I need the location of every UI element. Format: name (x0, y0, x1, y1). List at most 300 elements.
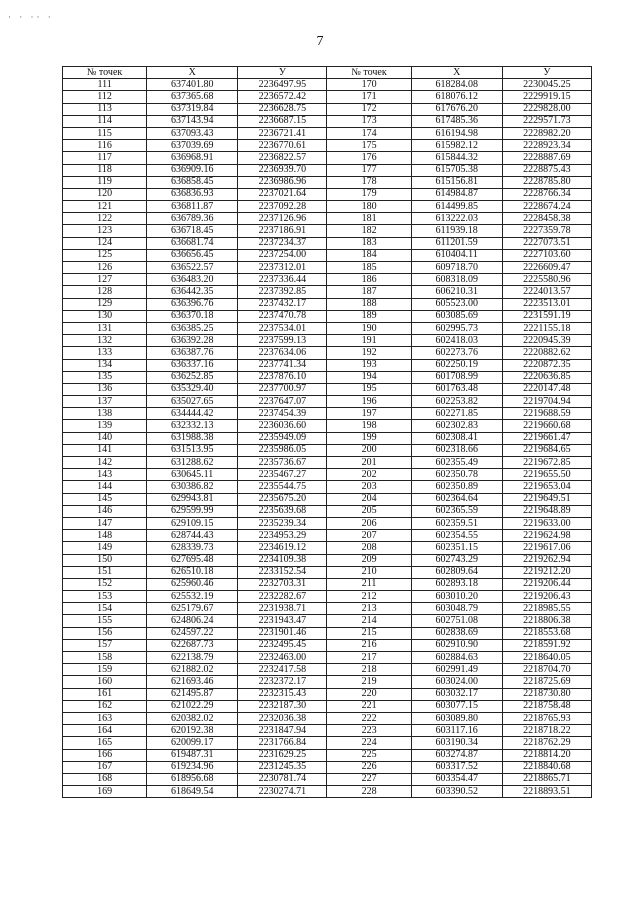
x-cell: 602809.64 (411, 566, 502, 578)
y-cell: 2218591.92 (502, 639, 591, 651)
y-cell: 2225580.96 (502, 274, 591, 286)
point-number-cell: 157 (63, 639, 147, 651)
point-number-cell: 147 (63, 517, 147, 529)
point-number-cell: 130 (63, 310, 147, 322)
x-cell: 620099.17 (147, 737, 238, 749)
y-cell: 2228923.34 (502, 140, 591, 152)
point-number-cell: 135 (63, 371, 147, 383)
point-number-cell: 197 (327, 408, 411, 420)
table-row (63, 469, 592, 481)
x-cell: 619234.96 (147, 761, 238, 773)
table-row (63, 408, 592, 420)
table-row (63, 444, 592, 456)
y-cell: 2218840.68 (502, 761, 591, 773)
y-cell: 2219206.44 (502, 578, 591, 590)
point-number-cell: 176 (327, 152, 411, 164)
table-row (63, 432, 592, 444)
y-cell: 2237634.06 (238, 347, 327, 359)
x-cell: 605523.00 (411, 298, 502, 310)
point-number-cell: 122 (63, 213, 147, 225)
y-cell: 2237092.28 (238, 201, 327, 213)
point-number-cell: 129 (63, 298, 147, 310)
point-number-cell: 112 (63, 91, 147, 103)
x-cell: 602318.66 (411, 444, 502, 456)
y-cell: 2235949.09 (238, 432, 327, 444)
header-y: У (502, 67, 591, 79)
point-number-cell: 141 (63, 444, 147, 456)
x-cell: 636387.76 (147, 347, 238, 359)
x-cell: 615156.81 (411, 176, 502, 188)
table-row (63, 188, 592, 200)
y-cell: 2237312.01 (238, 262, 327, 274)
table-row (63, 786, 592, 798)
point-number-cell: 222 (327, 712, 411, 724)
point-number-cell: 182 (327, 225, 411, 237)
point-number-cell: 186 (327, 274, 411, 286)
point-number-cell: 196 (327, 396, 411, 408)
point-number-cell: 224 (327, 737, 411, 749)
point-number-cell: 225 (327, 749, 411, 761)
x-cell: 636483.20 (147, 274, 238, 286)
y-cell: 2237647.07 (238, 396, 327, 408)
x-cell: 631288.62 (147, 457, 238, 469)
y-cell: 2232417.58 (238, 664, 327, 676)
y-cell: 2237534.01 (238, 322, 327, 334)
point-number-cell: 185 (327, 262, 411, 274)
x-cell: 603024.00 (411, 676, 502, 688)
y-cell: 2236939.70 (238, 164, 327, 176)
x-cell: 603190.34 (411, 737, 502, 749)
point-number-cell: 168 (63, 773, 147, 785)
point-number-cell: 150 (63, 554, 147, 566)
y-cell: 2219655.50 (502, 469, 591, 481)
point-number-cell: 133 (63, 347, 147, 359)
x-cell: 603274.87 (411, 749, 502, 761)
y-cell: 2231245.35 (238, 761, 327, 773)
point-number-cell: 136 (63, 383, 147, 395)
x-cell: 602751.08 (411, 615, 502, 627)
point-number-cell: 200 (327, 444, 411, 456)
y-cell: 2219704.94 (502, 396, 591, 408)
point-number-cell: 221 (327, 700, 411, 712)
x-cell: 611939.18 (411, 225, 502, 237)
point-number-cell: 208 (327, 542, 411, 554)
page-number: 7 (316, 34, 324, 49)
y-cell: 2218640.05 (502, 652, 591, 664)
y-cell: 2220147.48 (502, 383, 591, 395)
y-cell: 2231847.94 (238, 725, 327, 737)
y-cell: 2236986.96 (238, 176, 327, 188)
x-cell: 602910.90 (411, 639, 502, 651)
x-cell: 614984.87 (411, 188, 502, 200)
point-number-cell: 193 (327, 359, 411, 371)
x-cell: 602355.49 (411, 457, 502, 469)
point-number-cell: 194 (327, 371, 411, 383)
table-row (63, 517, 592, 529)
table-row (63, 371, 592, 383)
point-number-cell: 183 (327, 237, 411, 249)
table-row (63, 225, 592, 237)
x-cell: 634444.42 (147, 408, 238, 420)
point-number-cell: 215 (327, 627, 411, 639)
table-row (63, 286, 592, 298)
x-cell: 628339.73 (147, 542, 238, 554)
y-cell: 2231766.84 (238, 737, 327, 749)
point-number-cell: 180 (327, 201, 411, 213)
y-cell: 2237741.34 (238, 359, 327, 371)
y-cell: 2219624.98 (502, 530, 591, 542)
point-number-cell: 155 (63, 615, 147, 627)
point-number-cell: 228 (327, 786, 411, 798)
y-cell: 2237254.00 (238, 249, 327, 261)
y-cell: 2235986.05 (238, 444, 327, 456)
y-cell: 2237470.78 (238, 310, 327, 322)
point-number-cell: 165 (63, 737, 147, 749)
y-cell: 2230781.74 (238, 773, 327, 785)
y-cell: 2229571.73 (502, 115, 591, 127)
point-number-cell: 119 (63, 176, 147, 188)
x-cell: 636656.45 (147, 249, 238, 261)
table-row (63, 615, 592, 627)
x-cell: 602271.85 (411, 408, 502, 420)
x-cell: 602250.19 (411, 359, 502, 371)
y-cell: 2234953.29 (238, 530, 327, 542)
table-row (63, 493, 592, 505)
point-number-cell: 202 (327, 469, 411, 481)
point-number-cell: 210 (327, 566, 411, 578)
point-number-cell: 113 (63, 103, 147, 115)
y-cell: 2219617.06 (502, 542, 591, 554)
table-row (63, 578, 592, 590)
x-cell: 624806.24 (147, 615, 238, 627)
table-row (63, 566, 592, 578)
x-cell: 602302.83 (411, 420, 502, 432)
y-cell: 2237432.17 (238, 298, 327, 310)
y-cell: 2228887.69 (502, 152, 591, 164)
y-cell: 2228982.20 (502, 127, 591, 139)
header-y: У (238, 67, 327, 79)
point-number-cell: 220 (327, 688, 411, 700)
y-cell: 2232495.45 (238, 639, 327, 651)
x-cell: 615982.12 (411, 140, 502, 152)
y-cell: 2236770.61 (238, 140, 327, 152)
y-cell: 2236687.15 (238, 115, 327, 127)
y-cell: 2237234.37 (238, 237, 327, 249)
x-cell: 636370.18 (147, 310, 238, 322)
y-cell: 2232463.00 (238, 652, 327, 664)
table-row (63, 201, 592, 213)
table-row (63, 335, 592, 347)
x-cell: 630645.11 (147, 469, 238, 481)
y-cell: 2232315.43 (238, 688, 327, 700)
x-cell: 635329.40 (147, 383, 238, 395)
point-number-cell: 192 (327, 347, 411, 359)
table-row (63, 591, 592, 603)
y-cell: 2227103.60 (502, 249, 591, 261)
point-number-cell: 174 (327, 127, 411, 139)
x-cell: 636858.45 (147, 176, 238, 188)
point-number-cell: 179 (327, 188, 411, 200)
x-cell: 603390.52 (411, 786, 502, 798)
x-cell: 601708.99 (411, 371, 502, 383)
table-row (63, 554, 592, 566)
point-number-cell: 172 (327, 103, 411, 115)
x-cell: 637039.69 (147, 140, 238, 152)
point-number-cell: 190 (327, 322, 411, 334)
point-number-cell: 199 (327, 432, 411, 444)
x-cell: 603089.80 (411, 712, 502, 724)
coordinates-table (62, 66, 592, 798)
table-row (63, 664, 592, 676)
point-number-cell: 123 (63, 225, 147, 237)
y-cell: 2235639.68 (238, 505, 327, 517)
y-cell: 2232282.67 (238, 591, 327, 603)
x-cell: 637365.68 (147, 91, 238, 103)
y-cell: 2219688.59 (502, 408, 591, 420)
y-cell: 2218765.93 (502, 712, 591, 724)
point-number-cell: 139 (63, 420, 147, 432)
point-number-cell: 201 (327, 457, 411, 469)
table-row (63, 347, 592, 359)
x-cell: 636718.45 (147, 225, 238, 237)
y-cell: 2218893.51 (502, 786, 591, 798)
x-cell: 621495.87 (147, 688, 238, 700)
table-row (63, 627, 592, 639)
y-cell: 2219649.51 (502, 493, 591, 505)
x-cell: 631988.38 (147, 432, 238, 444)
x-cell: 637401.80 (147, 79, 238, 91)
x-cell: 603010.20 (411, 591, 502, 603)
point-number-cell: 184 (327, 249, 411, 261)
x-cell: 636396.76 (147, 298, 238, 310)
y-cell: 2235675.20 (238, 493, 327, 505)
point-number-cell: 195 (327, 383, 411, 395)
y-cell: 2230045.25 (502, 79, 591, 91)
x-cell: 615705.38 (411, 164, 502, 176)
x-cell: 636337.16 (147, 359, 238, 371)
table-row (63, 481, 592, 493)
x-cell: 621882.02 (147, 664, 238, 676)
y-cell: 2230274.71 (238, 786, 327, 798)
point-number-cell: 187 (327, 286, 411, 298)
point-number-cell: 114 (63, 115, 147, 127)
point-number-cell: 131 (63, 322, 147, 334)
point-number-cell: 138 (63, 408, 147, 420)
x-cell: 636836.93 (147, 188, 238, 200)
y-cell: 2223513.01 (502, 298, 591, 310)
table-row (63, 542, 592, 554)
point-number-cell: 145 (63, 493, 147, 505)
point-number-cell: 127 (63, 274, 147, 286)
table-row (63, 140, 592, 152)
point-number-cell: 198 (327, 420, 411, 432)
table-row (63, 725, 592, 737)
y-cell: 2224013.57 (502, 286, 591, 298)
point-number-cell: 170 (327, 79, 411, 91)
table-header-row (63, 67, 592, 79)
point-number-cell: 163 (63, 712, 147, 724)
table-row (63, 115, 592, 127)
x-cell: 603117.16 (411, 725, 502, 737)
y-cell: 2218730.80 (502, 688, 591, 700)
header-x: X (411, 67, 502, 79)
x-cell: 636252.85 (147, 371, 238, 383)
y-cell: 2218985.55 (502, 603, 591, 615)
x-cell: 615844.32 (411, 152, 502, 164)
y-cell: 2232703.31 (238, 578, 327, 590)
table-row (63, 688, 592, 700)
point-number-cell: 162 (63, 700, 147, 712)
x-cell: 630386.82 (147, 481, 238, 493)
point-number-cell: 167 (63, 761, 147, 773)
point-number-cell: 153 (63, 591, 147, 603)
x-cell: 625532.19 (147, 591, 238, 603)
table-row (63, 176, 592, 188)
point-number-cell: 207 (327, 530, 411, 542)
x-cell: 625179.67 (147, 603, 238, 615)
y-cell: 2229828.00 (502, 103, 591, 115)
header-point-number: № точек (63, 67, 147, 79)
y-cell: 2237392.85 (238, 286, 327, 298)
x-cell: 602354.55 (411, 530, 502, 542)
y-cell: 2237126.96 (238, 213, 327, 225)
point-number-cell: 181 (327, 213, 411, 225)
x-cell: 618649.54 (147, 786, 238, 798)
x-cell: 602838.69 (411, 627, 502, 639)
y-cell: 2235544.75 (238, 481, 327, 493)
y-cell: 2220636.85 (502, 371, 591, 383)
x-cell: 636392.28 (147, 335, 238, 347)
y-cell: 2236497.95 (238, 79, 327, 91)
y-cell: 2236721.41 (238, 127, 327, 139)
y-cell: 2218718.22 (502, 725, 591, 737)
table-row (63, 383, 592, 395)
table-row (63, 262, 592, 274)
y-cell: 2218762.29 (502, 737, 591, 749)
point-number-cell: 128 (63, 286, 147, 298)
y-cell: 2237454.39 (238, 408, 327, 420)
table-row (63, 530, 592, 542)
x-cell: 614499.85 (411, 201, 502, 213)
x-cell: 629109.15 (147, 517, 238, 529)
y-cell: 2231591.19 (502, 310, 591, 322)
point-number-cell: 125 (63, 249, 147, 261)
y-cell: 2219262.94 (502, 554, 591, 566)
table-row (63, 103, 592, 115)
point-number-cell: 209 (327, 554, 411, 566)
y-cell: 2231938.71 (238, 603, 327, 615)
point-number-cell: 143 (63, 469, 147, 481)
table-row (63, 274, 592, 286)
point-number-cell: 223 (327, 725, 411, 737)
point-number-cell: 218 (327, 664, 411, 676)
point-number-cell: 156 (63, 627, 147, 639)
point-number-cell: 137 (63, 396, 147, 408)
x-cell: 602359.51 (411, 517, 502, 529)
y-cell: 2219661.47 (502, 432, 591, 444)
table-row (63, 761, 592, 773)
point-number-cell: 152 (63, 578, 147, 590)
point-number-cell: 121 (63, 201, 147, 213)
point-number-cell: 169 (63, 786, 147, 798)
x-cell: 603032.17 (411, 688, 502, 700)
point-number-cell: 219 (327, 676, 411, 688)
x-cell: 632332.13 (147, 420, 238, 432)
point-number-cell: 204 (327, 493, 411, 505)
y-cell: 2231943.47 (238, 615, 327, 627)
point-number-cell: 144 (63, 481, 147, 493)
x-cell: 619487.31 (147, 749, 238, 761)
y-cell: 2219206.43 (502, 591, 591, 603)
point-number-cell: 142 (63, 457, 147, 469)
x-cell: 602308.41 (411, 432, 502, 444)
table-row (63, 603, 592, 615)
point-number-cell: 213 (327, 603, 411, 615)
x-cell: 603077.15 (411, 700, 502, 712)
header-point-number: № точек (327, 67, 411, 79)
x-cell: 636968.91 (147, 152, 238, 164)
x-cell: 629943.81 (147, 493, 238, 505)
y-cell: 2219660.68 (502, 420, 591, 432)
point-number-cell: 116 (63, 140, 147, 152)
x-cell: 611201.59 (411, 237, 502, 249)
x-cell: 626510.18 (147, 566, 238, 578)
point-number-cell: 151 (63, 566, 147, 578)
x-cell: 617485.36 (411, 115, 502, 127)
y-cell: 2233152.54 (238, 566, 327, 578)
y-cell: 2237336.44 (238, 274, 327, 286)
point-number-cell: 177 (327, 164, 411, 176)
point-number-cell: 175 (327, 140, 411, 152)
x-cell: 602365.59 (411, 505, 502, 517)
point-number-cell: 124 (63, 237, 147, 249)
x-cell: 616194.98 (411, 127, 502, 139)
y-cell: 2232036.38 (238, 712, 327, 724)
table-row (63, 420, 592, 432)
table-row (63, 676, 592, 688)
y-cell: 2218814.20 (502, 749, 591, 761)
x-cell: 603085.69 (411, 310, 502, 322)
y-cell: 2218806.38 (502, 615, 591, 627)
table-row (63, 700, 592, 712)
x-cell: 620382.02 (147, 712, 238, 724)
point-number-cell: 146 (63, 505, 147, 517)
point-number-cell: 159 (63, 664, 147, 676)
x-cell: 636522.57 (147, 262, 238, 274)
y-cell: 2228458.38 (502, 213, 591, 225)
x-cell: 636789.36 (147, 213, 238, 225)
y-cell: 2237021.64 (238, 188, 327, 200)
point-number-cell: 161 (63, 688, 147, 700)
x-cell: 602273.76 (411, 347, 502, 359)
x-cell: 603317.52 (411, 761, 502, 773)
x-cell: 622687.73 (147, 639, 238, 651)
point-number-cell: 214 (327, 615, 411, 627)
table-row (63, 249, 592, 261)
x-cell: 602253.82 (411, 396, 502, 408)
table-row (63, 457, 592, 469)
x-cell: 637143.94 (147, 115, 238, 127)
table-row (63, 749, 592, 761)
table-body (63, 79, 592, 798)
x-cell: 601763.48 (411, 383, 502, 395)
x-cell: 636909.16 (147, 164, 238, 176)
x-cell: 629599.99 (147, 505, 238, 517)
x-cell: 602991.49 (411, 664, 502, 676)
x-cell: 628744.43 (147, 530, 238, 542)
point-number-cell: 160 (63, 676, 147, 688)
table-row (63, 737, 592, 749)
